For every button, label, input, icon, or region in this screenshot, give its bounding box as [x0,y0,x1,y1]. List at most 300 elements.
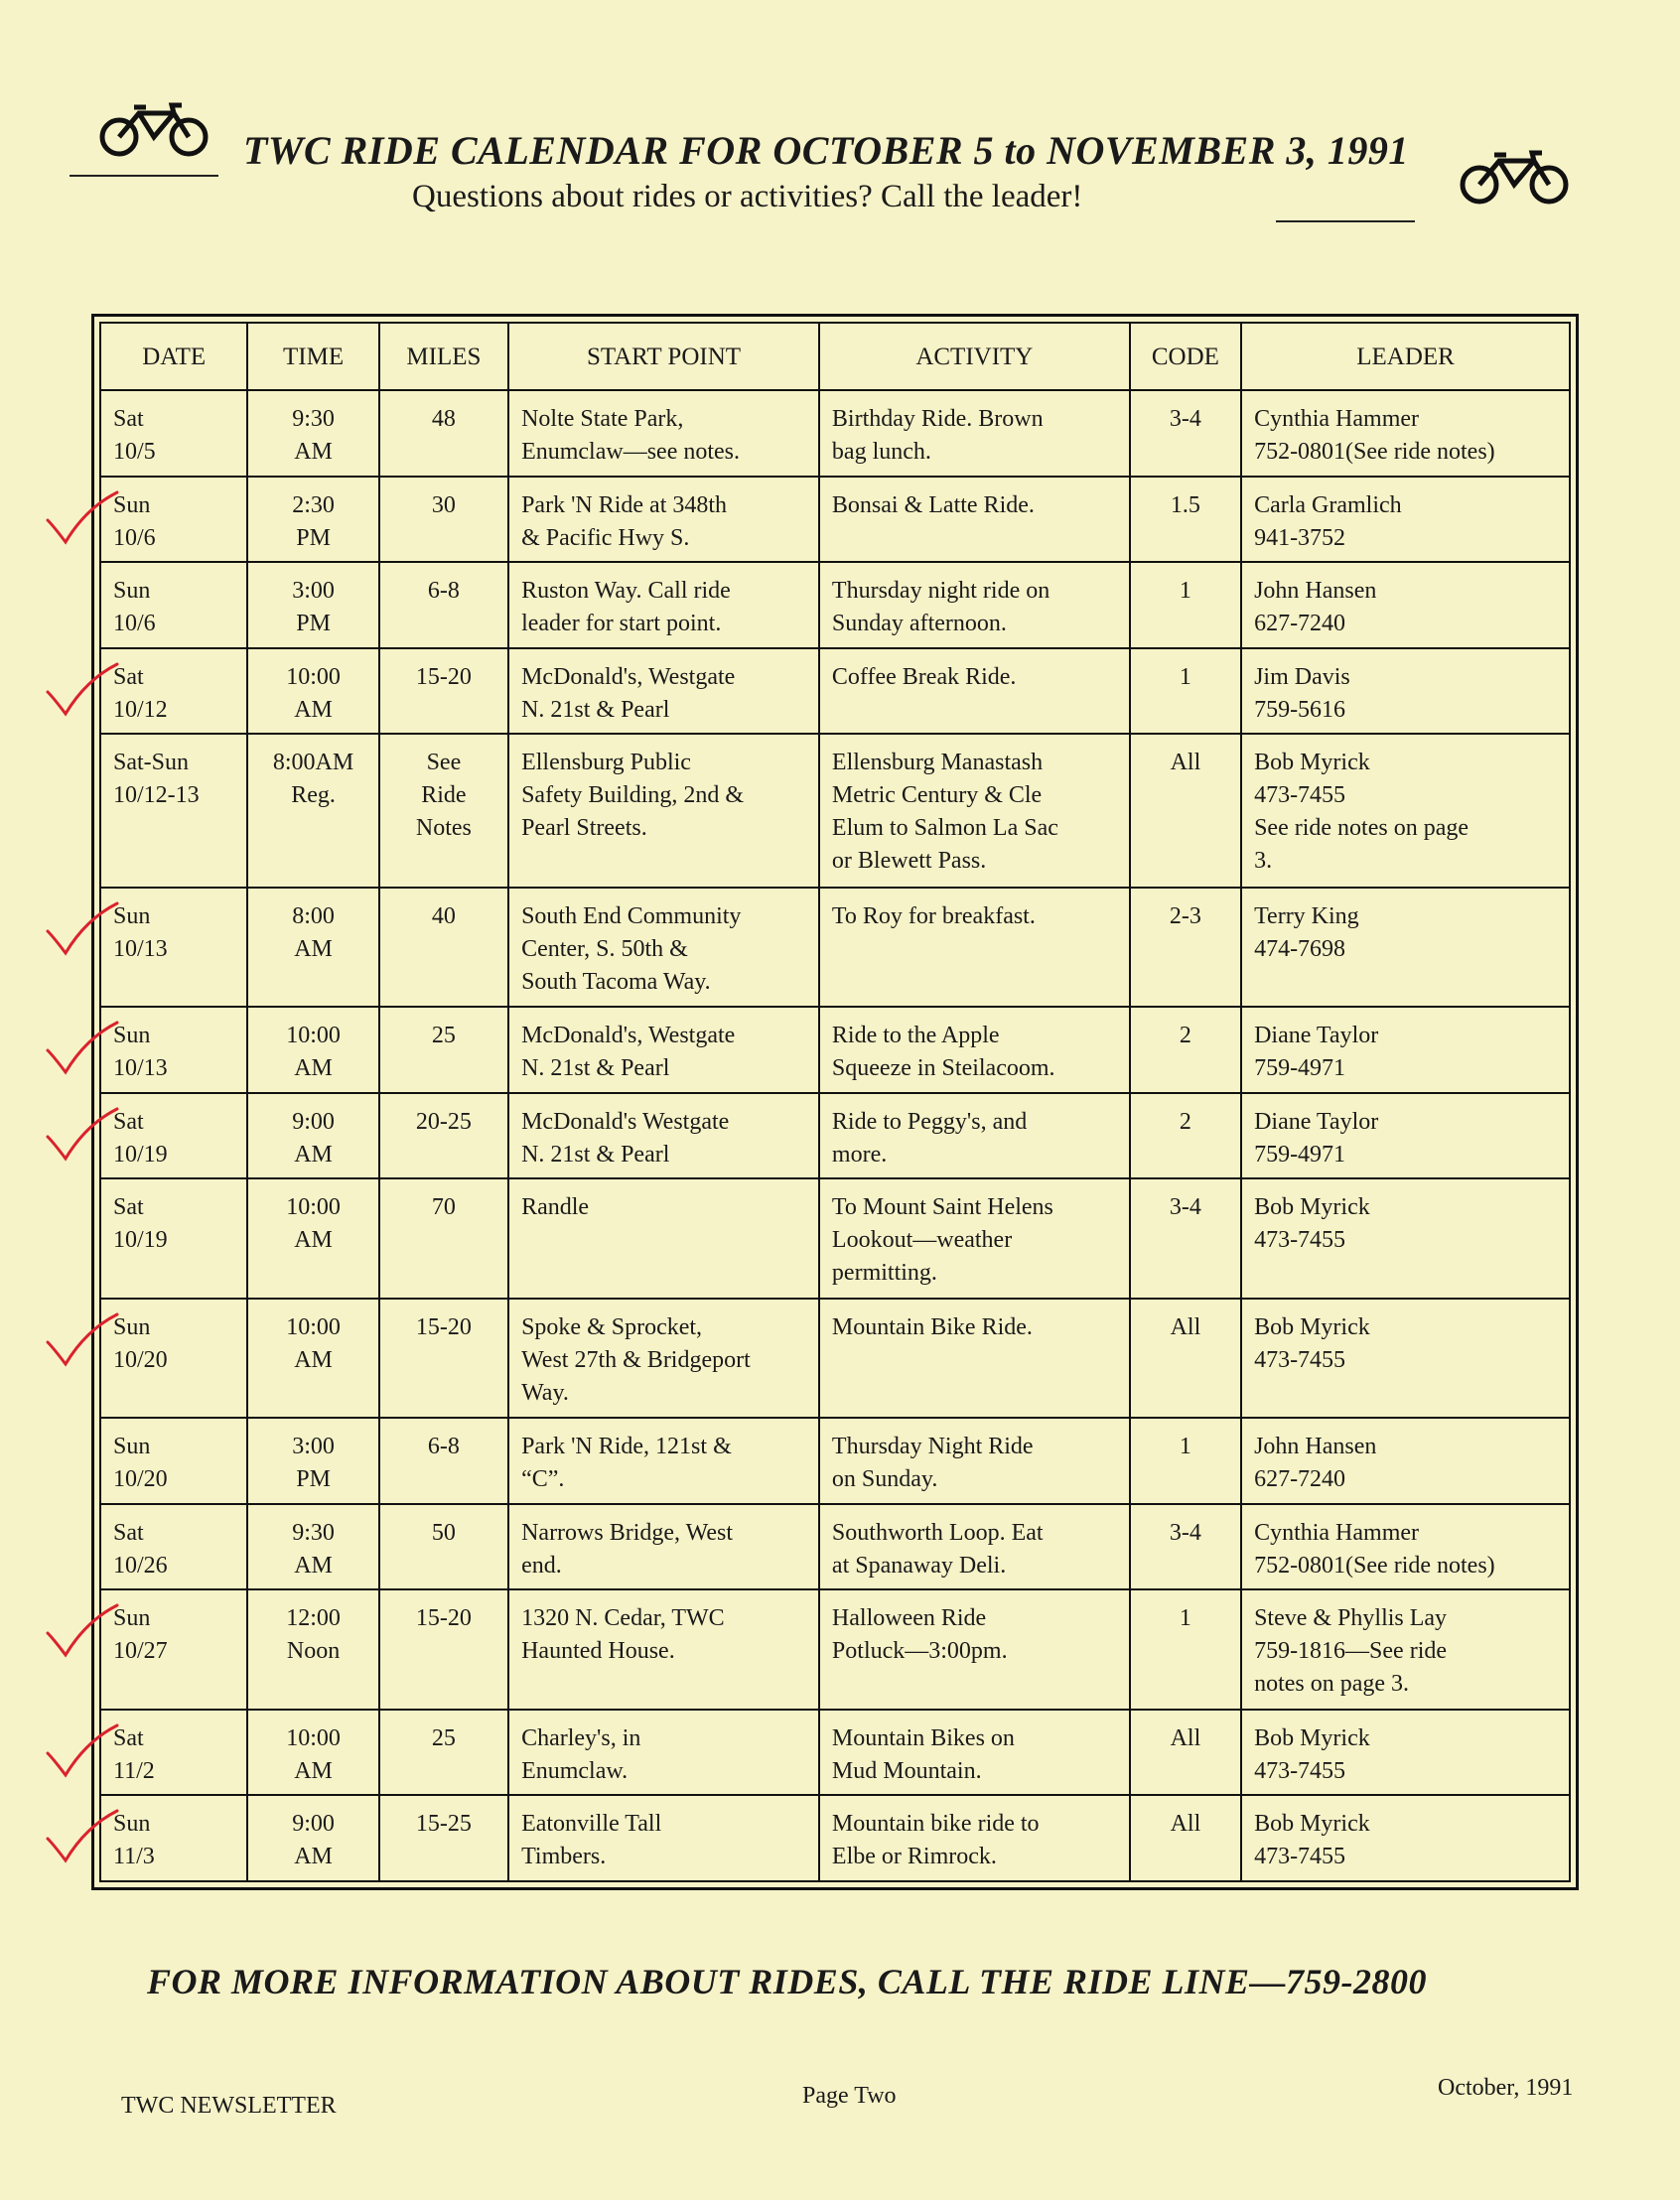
cell-line: Sun [113,902,151,929]
newsletter-name: TWC NEWSLETTER [121,2093,337,2119]
cell-line: Spoke & Sprocket, [521,1313,703,1340]
cell-activity [819,734,1130,888]
cell-line: 15-20 [415,663,472,690]
cell-line: AM [294,696,333,723]
cell-activity [819,888,1130,1008]
cell-date [100,1299,247,1419]
cell-line: 10:00 [286,663,341,690]
cell-line: Sun [113,578,151,605]
cell-line: AM [294,1055,333,1082]
cell-line: McDonald's Westgate [521,1108,730,1135]
cell-line: 48 [431,406,456,432]
table-row [100,562,1570,648]
cell-line: 12:00 [286,1605,341,1632]
cell-leader [1241,734,1570,888]
cell-line: 3. [1254,848,1273,875]
cell-line: Timbers. [521,1844,607,1870]
cell-line: 10/12-13 [113,782,200,809]
cell-line: 473-7455 [1254,1757,1346,1784]
cell-line: 10/19 [113,1227,168,1254]
cell-line: Cynthia Hammer [1254,406,1420,432]
table-row [100,1795,1570,1881]
cell-miles [379,734,508,888]
cell-activity [819,1178,1130,1299]
cell-line: Reg. [291,782,336,809]
ride-calendar-table [99,322,1571,1882]
cell-start [508,1795,819,1881]
cell-start [508,1093,819,1179]
cell-line: 759-4971 [1254,1141,1346,1168]
cell-line: 759-4971 [1254,1055,1346,1082]
cell-line: 50 [431,1519,456,1546]
cell-line: Jim Davis [1254,663,1350,690]
cell-line: 10/27 [113,1638,168,1665]
cell-activity [819,477,1130,563]
cell-line: Way. [521,1379,569,1406]
cell-start [508,1589,819,1710]
cell-line: Randle [521,1194,590,1221]
cell-line: 15-20 [415,1313,472,1340]
cell-line: AM [294,1346,333,1373]
cell-line: 25 [431,1724,456,1751]
table-row [100,734,1570,888]
cell-line: All [1170,1811,1201,1838]
cell-line: Bob Myrick [1254,1313,1370,1340]
column-header-date: DATE [100,323,247,390]
cell-line: 627-7240 [1254,1466,1346,1493]
cell-miles [379,1418,508,1504]
cell-line: 8:00 [292,902,335,929]
cell-line: 15-20 [415,1605,472,1632]
cell-activity [819,1007,1130,1093]
cell-time [247,477,378,563]
cell-line: 473-7455 [1254,1346,1346,1373]
cell-line: AM [294,439,333,465]
cell-line: All [1170,1313,1201,1340]
cell-time [247,1504,378,1590]
cell-line: “C”. [521,1466,565,1493]
page-number: Page Two [802,2083,897,2109]
cell-activity [819,1795,1130,1881]
cell-line: Eatonville Tall [521,1811,662,1838]
cell-line: Sun [113,1811,151,1838]
cell-line: AM [294,1227,333,1254]
column-header-activity: ACTIVITY [819,323,1130,390]
cell-line: To Roy for breakfast. [831,902,1036,929]
cell-line: Haunted House. [521,1638,675,1665]
bicycle-icon [1455,147,1574,206]
cell-line: 1.5 [1170,491,1200,518]
cell-line: John Hansen [1254,578,1377,605]
cell-time [247,888,378,1008]
cell-line: 1 [1179,1434,1191,1460]
cell-line: PM [296,524,331,551]
cell-activity [819,562,1130,648]
table-row [100,1007,1570,1093]
cell-line: 10/5 [113,439,156,465]
cell-line: PM [296,1466,331,1493]
cell-line: 30 [431,491,456,518]
cell-line: Bob Myrick [1254,750,1370,776]
cell-line: 10/20 [113,1466,168,1493]
column-header-leader: LEADER [1241,323,1570,390]
cell-line: 2 [1179,1108,1191,1135]
cell-line: All [1170,750,1201,776]
cell-leader [1241,1418,1570,1504]
cell-code [1130,1093,1241,1179]
cell-line: notes on page 3. [1254,1671,1410,1698]
cell-code [1130,1589,1241,1710]
table-row [100,1178,1570,1299]
cell-line: 10/26 [113,1552,168,1579]
cell-date [100,1007,247,1093]
table-row [100,648,1570,735]
ride-calendar-frame [91,314,1579,1890]
cell-line: Halloween Ride [831,1605,987,1632]
cell-line: Mountain Bikes on [831,1724,1015,1751]
cell-code [1130,562,1241,648]
cell-line: Metric Century & Cle [831,782,1043,809]
cell-leader [1241,1589,1570,1710]
cell-start [508,1299,819,1419]
cell-activity [819,1299,1130,1419]
cell-code [1130,1504,1241,1590]
cell-line: 2-3 [1169,902,1201,929]
cell-line: South Tacoma Way. [521,968,711,995]
cell-time [247,734,378,888]
cell-code [1130,1710,1241,1796]
cell-miles [379,648,508,735]
cell-code [1130,1178,1241,1299]
cell-line: AM [294,1552,333,1579]
cell-line: 1 [1179,663,1191,690]
cell-line: Sun [113,491,151,518]
cell-miles [379,477,508,563]
cell-code [1130,1795,1241,1881]
cell-code [1130,477,1241,563]
cell-line: 1 [1179,578,1191,605]
cell-line: Lookout—weather [831,1227,1013,1254]
cell-line: 473-7455 [1254,782,1346,809]
cell-start [508,648,819,735]
cell-line: Mud Mountain. [831,1757,982,1784]
cell-line: 759-1816—See ride [1254,1638,1448,1665]
cell-start [508,562,819,648]
table-header-row [100,323,1570,390]
table-row [100,1299,1570,1419]
cell-start [508,734,819,888]
table-row [100,1093,1570,1179]
column-header-miles: MILES [379,323,508,390]
cell-line: 473-7455 [1254,1227,1346,1254]
cell-line: at Spanaway Deli. [831,1552,1007,1579]
cell-line: 474-7698 [1254,935,1346,962]
cell-line: 759-5616 [1254,696,1346,723]
cell-line: Bob Myrick [1254,1194,1370,1221]
cell-line: See ride notes on page [1254,815,1469,842]
cell-line: 70 [431,1194,456,1221]
cell-line: Diane Taylor [1254,1023,1379,1049]
cell-line: 1 [1179,1605,1191,1632]
cell-line: To Mount Saint Helens [831,1194,1053,1221]
cell-miles [379,1504,508,1590]
cell-date [100,1589,247,1710]
cell-line: AM [294,935,333,962]
cell-start [508,390,819,477]
cell-line: Potluck—3:00pm. [831,1638,1008,1665]
cell-line: 6-8 [427,578,460,605]
header-rule-left [70,175,218,177]
cell-line: N. 21st & Pearl [521,1141,670,1168]
cell-miles [379,1589,508,1710]
cell-line: Elbe or Rimrock. [831,1844,997,1870]
cell-line: permitting. [831,1260,937,1287]
cell-leader [1241,1795,1570,1881]
cell-activity [819,1093,1130,1179]
cell-code [1130,1418,1241,1504]
cell-time [247,1795,378,1881]
cell-line: AM [294,1141,333,1168]
cell-line: 752-0801(See ride notes) [1254,439,1495,465]
cell-date [100,562,247,648]
cell-line: Pearl Streets. [521,815,647,842]
column-header-code: CODE [1130,323,1241,390]
table-row [100,888,1570,1008]
cell-activity [819,1418,1130,1504]
cell-line: Safety Building, 2nd & [521,782,745,809]
cell-miles [379,1710,508,1796]
cell-date [100,888,247,1008]
cell-line: Coffee Break Ride. [831,663,1017,690]
cell-miles [379,1007,508,1093]
cell-line: Nolte State Park, [521,406,684,432]
cell-leader [1241,1504,1570,1590]
table-row [100,390,1570,477]
cell-line: 15-25 [415,1811,472,1838]
cell-leader [1241,648,1570,735]
cell-line: Steve & Phyllis Lay [1254,1605,1448,1632]
cell-miles [379,390,508,477]
cell-line: Birthday Ride. Brown [831,406,1044,432]
cell-line: 3-4 [1169,1194,1201,1221]
cell-line: Ellensburg Manastash [831,750,1044,776]
table-body [100,390,1570,1881]
cell-time [247,1178,378,1299]
cell-time [247,1007,378,1093]
header-rule-right [1276,220,1415,222]
cell-code [1130,1299,1241,1419]
cell-line: & Pacific Hwy S. [521,524,690,551]
cell-time [247,390,378,477]
cell-line: 1320 N. Cedar, TWC [521,1605,725,1632]
cell-line: Thursday night ride on [831,578,1050,605]
cell-line: Sat [113,1519,144,1546]
cell-line: 25 [431,1023,456,1049]
bicycle-icon [94,99,213,159]
cell-line: 9:00 [292,1811,335,1838]
cell-line: Bob Myrick [1254,1811,1370,1838]
cell-code [1130,648,1241,735]
cell-code [1130,888,1241,1008]
cell-line: Park 'N Ride at 348th [521,491,728,518]
cell-line: Charley's, in [521,1724,641,1751]
cell-line: 10/6 [113,524,156,551]
cell-line: Ride [421,782,467,809]
cell-leader [1241,562,1570,648]
cell-line: McDonald's, Westgate [521,1023,736,1049]
cell-miles [379,1299,508,1419]
issue-date: October, 1991 [1438,2075,1574,2101]
cell-line: 473-7455 [1254,1844,1346,1870]
cell-line: Noon [286,1638,341,1665]
cell-line: AM [294,1844,333,1870]
cell-start [508,1007,819,1093]
cell-activity [819,1710,1130,1796]
cell-start [508,1418,819,1504]
column-header-time: TIME [247,323,378,390]
cell-line: 10/12 [113,696,168,723]
cell-line: Sat [113,1724,144,1751]
cell-line: Mountain bike ride to [831,1811,1040,1838]
table-row [100,1504,1570,1590]
cell-line: 9:00 [292,1108,335,1135]
table-row [100,1710,1570,1796]
cell-line: Carla Gramlich [1254,491,1402,518]
cell-leader [1241,390,1570,477]
cell-line: 627-7240 [1254,611,1346,637]
cell-leader [1241,477,1570,563]
cell-line: Enumclaw—see notes. [521,439,741,465]
cell-date [100,477,247,563]
cell-line: AM [294,1757,333,1784]
cell-date [100,1418,247,1504]
cell-time [247,1418,378,1504]
cell-time [247,1299,378,1419]
cell-line: South End Community [521,902,742,929]
cell-line: McDonald's, Westgate [521,663,736,690]
cell-line: Elum to Salmon La Sac [831,815,1058,842]
cell-miles [379,562,508,648]
cell-line: All [1170,1724,1201,1751]
cell-line: Sat [113,406,144,432]
cell-line: 3:00 [292,1434,335,1460]
cell-line: Sat [113,1194,144,1221]
cell-line: bag lunch. [831,439,931,465]
cell-line: Sun [113,1313,151,1340]
cell-line: 40 [431,902,456,929]
cell-line: leader for start point. [521,611,722,637]
cell-miles [379,1093,508,1179]
cell-line: 8:00AM [272,750,354,776]
cell-line: 9:30 [292,1519,335,1546]
table-row [100,1589,1570,1710]
cell-date [100,1178,247,1299]
cell-line: 10/20 [113,1346,168,1373]
cell-line: Center, S. 50th & [521,935,688,962]
cell-date [100,1795,247,1881]
cell-activity [819,1504,1130,1590]
cell-line: Sun [113,1023,151,1049]
page-subtitle: Questions about rides or activities? Call the leader! [412,179,1083,214]
cell-date [100,648,247,735]
cell-line: Ruston Way. Call ride [521,578,731,605]
cell-time [247,648,378,735]
table-row [100,477,1570,563]
cell-line: 3-4 [1169,1519,1201,1546]
cell-line: 10:00 [286,1724,341,1751]
cell-line: 9:30 [292,406,335,432]
cell-start [508,477,819,563]
cell-line: Sunday afternoon. [831,611,1007,637]
cell-activity [819,1589,1130,1710]
table-row [100,1418,1570,1504]
cell-line: Park 'N Ride, 121st & [521,1434,732,1460]
cell-time [247,1093,378,1179]
cell-miles [379,888,508,1008]
cell-code [1130,734,1241,888]
cell-line: Sat-Sun [113,750,190,776]
cell-miles [379,1795,508,1881]
cell-leader [1241,1093,1570,1179]
cell-start [508,1178,819,1299]
cell-leader [1241,1710,1570,1796]
column-header-start-point: START POINT [508,323,819,390]
cell-line: on Sunday. [831,1466,938,1493]
cell-line: or Blewett Pass. [831,848,987,875]
ride-line-info: FOR MORE INFORMATION ABOUT RIDES, CALL THE RIDE LINE—759-2800 [147,1962,1428,2001]
cell-start [508,1504,819,1590]
cell-time [247,562,378,648]
cell-line: more. [831,1141,888,1168]
cell-line: 10:00 [286,1023,341,1049]
cell-code [1130,390,1241,477]
cell-line: 10/19 [113,1141,168,1168]
cell-line: Thursday Night Ride [831,1434,1034,1460]
cell-line: Ride to Peggy's, and [831,1108,1028,1135]
cell-line: 10/13 [113,935,168,962]
cell-line: 941-3752 [1254,524,1346,551]
cell-leader [1241,1007,1570,1093]
cell-line: Bob Myrick [1254,1724,1370,1751]
cell-line: John Hansen [1254,1434,1377,1460]
cell-line: Mountain Bike Ride. [831,1313,1033,1340]
cell-line: 10:00 [286,1313,341,1340]
cell-leader [1241,1299,1570,1419]
cell-line: Bonsai & Latte Ride. [831,491,1035,518]
cell-line: Notes [415,815,472,842]
cell-line: end. [521,1552,562,1579]
cell-line: 11/2 [113,1757,155,1784]
cell-line: 752-0801(See ride notes) [1254,1552,1495,1579]
cell-line: Cynthia Hammer [1254,1519,1420,1546]
cell-line: Squeeze in Steilacoom. [831,1055,1055,1082]
cell-line: West 27th & Bridgeport [521,1346,751,1373]
cell-line: Ellensburg Public [521,750,691,776]
cell-time [247,1710,378,1796]
cell-start [508,1710,819,1796]
cell-start [508,888,819,1008]
cell-line: 2:30 [292,491,335,518]
cell-date [100,734,247,888]
cell-line: Sun [113,1605,151,1632]
page-title: TWC RIDE CALENDAR FOR OCTOBER 5 to NOVEMBER 3, 1991 [243,128,1409,173]
cell-line: 3-4 [1169,406,1201,432]
cell-activity [819,390,1130,477]
cell-line: N. 21st & Pearl [521,1055,670,1082]
cell-date [100,1093,247,1179]
cell-line: Sun [113,1434,151,1460]
cell-time [247,1589,378,1710]
